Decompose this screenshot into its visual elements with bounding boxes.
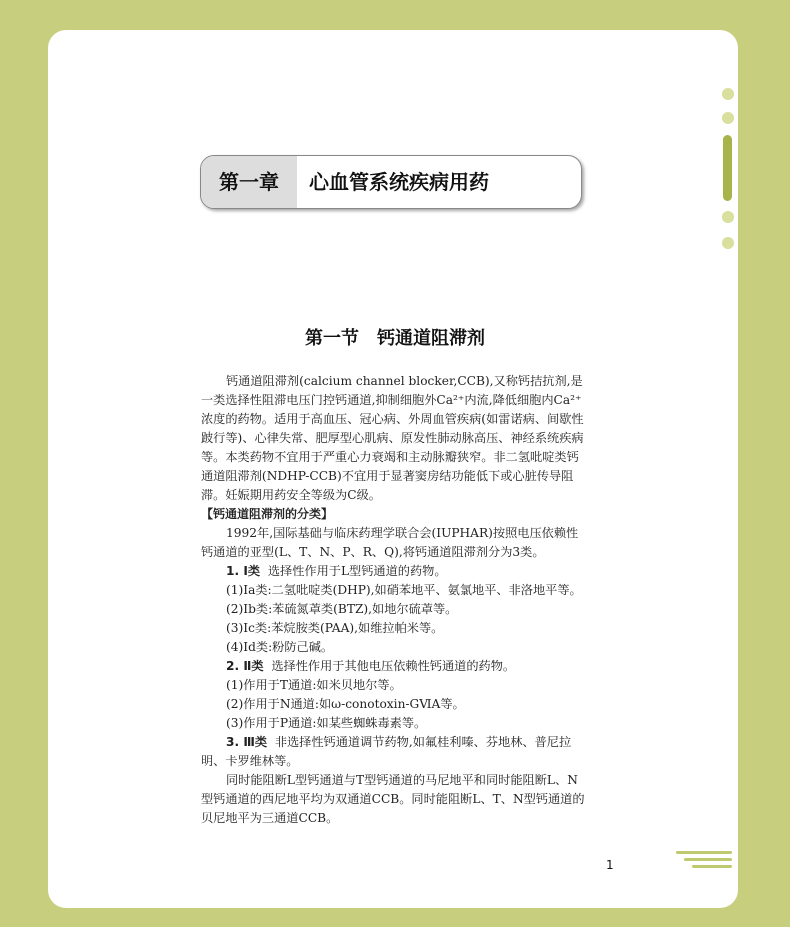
chapter-number: 第一章	[201, 156, 297, 208]
decor-dot	[722, 112, 734, 124]
section-title: 第一节 钙通道阻滞剂	[305, 328, 485, 349]
list-item: (2)Ⅰb类:苯硫氮䓬类(BTZ),如地尔硫䓬等。	[226, 602, 458, 616]
chapter-header	[200, 155, 582, 209]
class3-text: 非选择性钙通道调节药物,如氟桂利嗪、芬地林、普尼拉明、卡罗维林等。	[201, 735, 572, 768]
decor-dot	[722, 88, 734, 100]
decor-line	[684, 858, 732, 861]
list-item: (3)作用于P通道:如某些蜘蛛毒素等。	[226, 716, 427, 730]
list-item: (1)作用于T通道:如米贝地尔等。	[226, 678, 402, 692]
class1-line	[201, 562, 585, 581]
class2-text: 选择性作用于其他电压依赖性钙通道的药物。	[271, 659, 516, 673]
top-band	[0, 0, 790, 30]
decor-bar	[723, 135, 732, 201]
decor-dot	[722, 237, 734, 249]
decor-line	[676, 851, 732, 854]
list-item: (2)作用于N通道:如ω-conotoxin-GⅥA等。	[226, 697, 465, 711]
chapter-title: 心血管系统疾病用药	[309, 170, 489, 194]
list-item: (4)Ⅰd类:粉防己碱。	[226, 640, 334, 654]
classification-intro: 1992年,国际基础与临床药理学联合会(IUPHAR)按照电压依赖性钙通道的亚型(L、T、N、P、R、Q),将钙通道阻滞剂分为3类。	[201, 526, 579, 559]
class3-label: 3. Ⅲ类	[226, 735, 268, 749]
list-item: (1)Ⅰa类:二氢吡啶类(DHP),如硝苯地平、氨氯地平、非洛地平等。	[226, 583, 582, 597]
closing-paragraph: 同时能阻断L型钙通道与T型钙通道的马尼地平和同时能阻断L、N型钙通道的西尼地平均为双通道CCB。同时能阻断L、T、N型钙通道的贝尼地平为三通道CCB。	[201, 773, 585, 825]
body-text	[201, 372, 585, 828]
page-number: 1	[606, 858, 614, 872]
decor-dot	[722, 211, 734, 223]
class2-label: 2. Ⅱ类	[226, 659, 264, 673]
class3-line	[201, 733, 585, 771]
class1-label: 1. Ⅰ类	[226, 564, 261, 578]
class1-text: 选择性作用于L型钙通道的药物。	[267, 564, 447, 578]
list-item: (3)Ⅰc类:苯烷胺类(PAA),如维拉帕米等。	[226, 621, 444, 635]
class2-line	[201, 657, 585, 676]
intro-paragraph: 钙通道阻滞剂(calcium channel blocker,CCB),又称钙拮抗剂,是一类选择性阻滞电压门控钙通道,抑制细胞外Ca²⁺内流,降低细胞内Ca²⁺浓度的药物。适用于高血压、冠心病、外周血管疾病(如雷诺病、间歇性跛行等)、心律失常、肥厚型心肌病、原发性肺动脉高压、神经系统疾病等。本类药物不宜用于严重心力衰竭和主动脉瓣狭窄。非二氢吡啶类钙通道阻滞剂(NDHP-CCB)不宜用于显著窦房结功能低下或心脏传导阻滞。妊娠期用药安全等级为C级。	[201, 374, 584, 502]
decor-line	[692, 865, 732, 868]
classification-heading: 【钙通道阻滞剂的分类】	[201, 507, 334, 521]
